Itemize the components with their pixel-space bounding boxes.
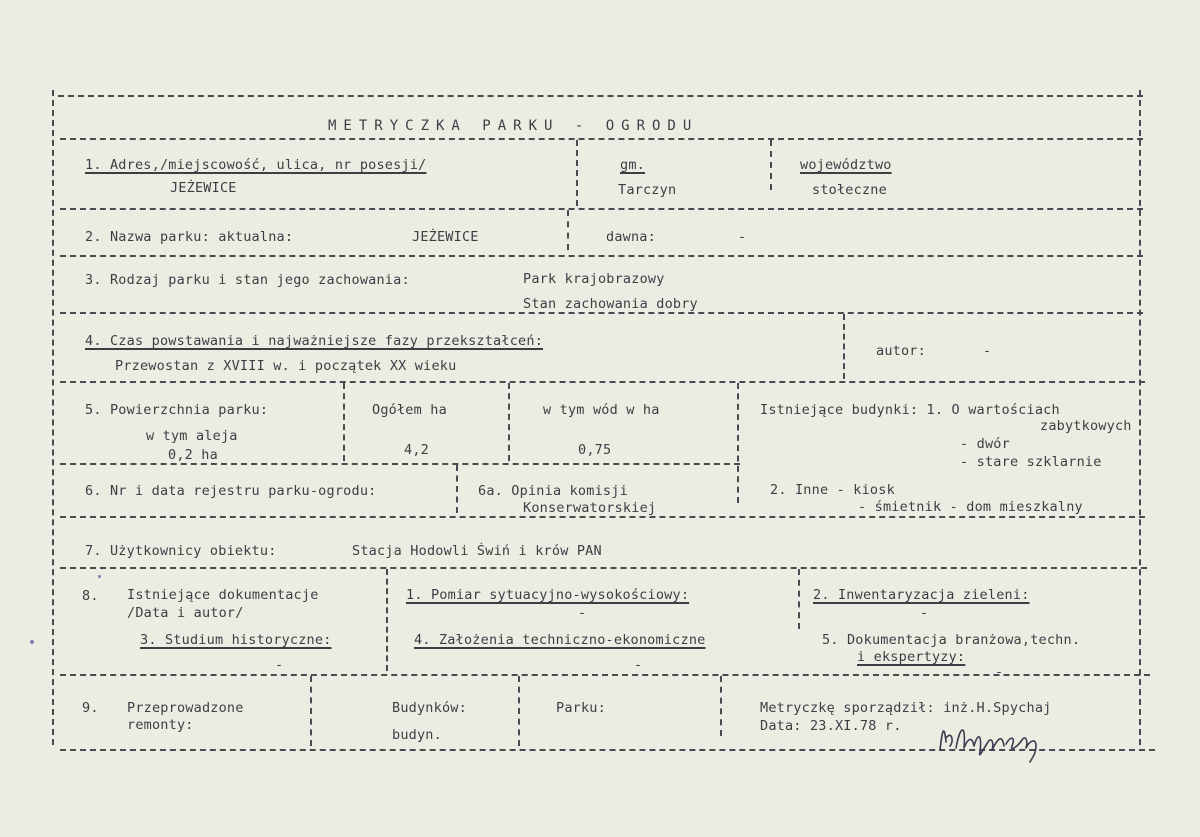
rule-v-r5a [343, 383, 345, 461]
opinion-label-2: Konserwatorskiej [523, 500, 657, 516]
doc-history: 3. Studium historyczne: [140, 632, 332, 648]
former-name-label: dawna: [606, 229, 656, 245]
rule-4 [60, 381, 1145, 383]
park-name-value: JEŻEWICE [412, 229, 479, 245]
buildings-repairs-value: budyn. [392, 727, 442, 743]
rule-1 [60, 208, 1143, 210]
rule-v-r2 [567, 210, 569, 250]
form-title: METRYCZKA PARKU - OGRODU [328, 118, 699, 134]
other-buildings-list: - śmietnik - dom mieszkalny [858, 499, 1083, 515]
rule-8 [60, 674, 1150, 676]
other-buildings-label: 2. Inne - kiosk [770, 482, 895, 498]
rule-left [52, 90, 54, 745]
author-label: autor: [876, 343, 926, 359]
rule-v-r6 [456, 465, 458, 513]
total-area-value: 4,2 [404, 442, 429, 458]
park-repairs-label: Parku: [556, 700, 606, 716]
rule-5a [60, 463, 740, 465]
docs-label: Istniejące dokumentacje [127, 587, 319, 603]
condition-value: Stan zachowania dobry [523, 296, 698, 312]
rule-right [1139, 90, 1141, 745]
repairs-label: Przeprowadzone [127, 700, 244, 716]
rule-7 [60, 567, 1147, 569]
opinion-label: 6a. Opinia komisji [478, 483, 628, 499]
repairs-number: 9. [82, 700, 99, 716]
doc-expertise-2: i ekspertyzy: [857, 649, 966, 665]
existing-buildings-label: Istniejące budynki: 1. O wartościach [760, 402, 1060, 418]
doc-expertise-value: - [995, 664, 1004, 680]
park-type-label: 3. Rodzaj parku i stan jego zachowania: [85, 272, 410, 288]
doc-technical-value: - [634, 657, 643, 673]
park-name-label: 2. Nazwa parku: aktualna: [85, 229, 294, 245]
rule-v-r5b [508, 383, 510, 461]
buildings-repairs-label: Budynków: [392, 700, 467, 716]
history-value: Przewostan z XVIII w. i początek XX wieku [115, 358, 457, 374]
doc-expertise: 5. Dokumentacja branżowa,techn. [822, 632, 1081, 648]
margin-dot [98, 575, 101, 578]
author-value: - [983, 343, 992, 359]
rule-v-r1b [770, 140, 772, 190]
gmina-label: gm. [620, 157, 645, 173]
rule-v-r8b [798, 569, 800, 629]
rule-v-r9b [518, 676, 520, 746]
rule-title [60, 138, 1143, 140]
address-value: JEŻEWICE [170, 180, 237, 196]
docs-label-2: /Data i autor/ [127, 605, 244, 621]
margin-dot [30, 640, 34, 644]
doc-technical: 4. Założenia techniczno-ekonomiczne [414, 632, 706, 648]
gmina-value: Tarczyn [618, 182, 677, 198]
area-label: 5. Powierzchnia parku: [85, 402, 269, 418]
alley-label: w tym aleja [146, 428, 238, 444]
doc-inventory-value: - [920, 605, 929, 621]
doc-inventory: 2. Inwentaryzacja zieleni: [813, 587, 1030, 603]
doc-survey: 1. Pomiar sytuacyjno-wysokościowy: [406, 587, 690, 603]
building-greenhouses: - stare szklarnie [960, 454, 1102, 470]
voivodeship-label: województwo [800, 157, 892, 173]
address-label: 1. Adres,/miejscowość, ulica, nr posesji/ [85, 157, 427, 173]
historic-buildings-label: zabytkowych [1040, 418, 1132, 434]
park-type-value: Park krajobrazowy [523, 271, 665, 287]
rule-v-r9c [720, 676, 722, 736]
former-name-value: - [738, 229, 747, 245]
doc-survey-value: - [578, 605, 587, 621]
users-label: 7. Użytkownicy obiektu: [85, 543, 277, 559]
water-area-label: w tym wód w ha [543, 402, 660, 418]
rule-v-r5c [737, 383, 739, 503]
signature [932, 712, 1072, 764]
rule-v-r4 [843, 314, 845, 379]
rule-v-r8a [386, 569, 388, 671]
rule-v-r9a [310, 676, 312, 746]
building-manor: - dwór [960, 436, 1010, 452]
repairs-label-2: remonty: [127, 717, 194, 733]
history-label: 4. Czas powstawania i najważniejsze fazy przekształceń: [85, 333, 544, 349]
voivodeship-value: stołeczne [812, 182, 887, 198]
doc-history-value: - [275, 657, 284, 673]
prepared-by: Metryczkę sporządził: inż.H.Spychaj [760, 700, 1052, 716]
rule-v-r1a [576, 140, 578, 206]
rule-2 [60, 255, 1143, 257]
docs-number: 8. [82, 588, 99, 604]
rule-top [58, 95, 1143, 97]
register-label: 6. Nr i data rejestru parku-ogrodu: [85, 483, 377, 499]
prepared-date: Data: 23.XI.78 r. [760, 718, 902, 734]
alley-value: 0,2 ha [168, 447, 218, 463]
water-area-value: 0,75 [578, 442, 612, 458]
total-area-label: Ogółem ha [372, 402, 447, 418]
users-value: Stacja Hodowli Świń i krów PAN [352, 543, 602, 559]
